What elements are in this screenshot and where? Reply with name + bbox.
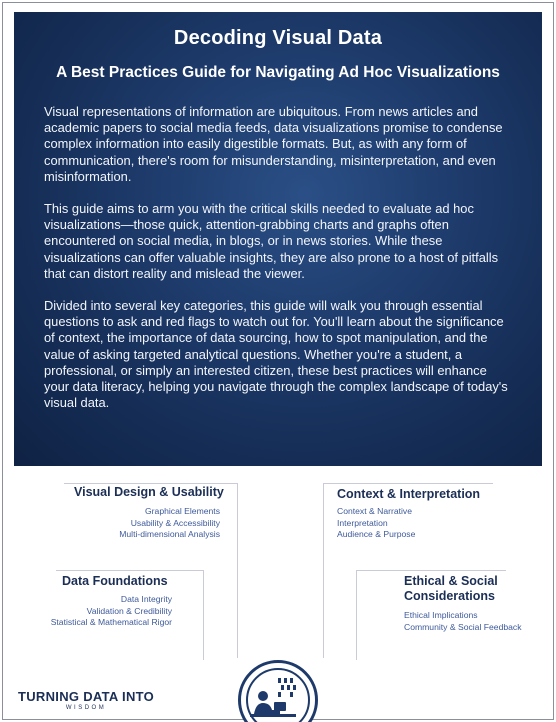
analyst-at-desk-icon (248, 676, 308, 722)
list-item: Statistical & Mathematical Rigor (50, 617, 172, 628)
list-item: Audience & Purpose (337, 529, 416, 540)
category-items-visual-design (119, 506, 220, 541)
list-item: Ethical Implications (404, 610, 478, 620)
category-items-context (337, 506, 415, 541)
connector-data-foundations-top (56, 570, 204, 571)
category-title-data-foundations: Data Foundations (62, 574, 168, 588)
list-item: Data Integrity (120, 594, 172, 604)
category-items-data-foundations (51, 594, 172, 629)
hero-banner (14, 12, 542, 466)
page-title: Decoding Visual Data (173, 27, 383, 49)
intro-paragraph-1: Visual representations of information are ubiquitous. From news articles and academic papers to social media feeds, data visualizations promise to condense complex information into easily digestible formats. But, as with any form of communication, there's room for misunderstanding, misinterpretation, and even misinformation. (44, 104, 503, 184)
page-subtitle: A Best Practices Guide for Navigating Ad Hoc Visualizations (56, 64, 500, 81)
list-item: Context & Narrative (337, 506, 412, 516)
connector-visual-design-top (64, 483, 238, 484)
connector-ethical-top (356, 570, 506, 571)
brand-logo (18, 690, 154, 711)
list-item: Validation & Credibility (86, 605, 172, 616)
category-title-ethical (404, 574, 498, 604)
list-item: Multi-dimensional Analysis (119, 529, 220, 540)
brand-logo-sub-text: WISDOM (65, 705, 107, 711)
category-title-ethical-line2: Considerations (404, 589, 495, 603)
brand-logo-main-text: TURNING DATA INTO (18, 689, 155, 704)
list-item: Usability & Accessibility (130, 517, 220, 528)
category-title-context: Context & Interpretation (337, 487, 481, 501)
connector-ethical-vertical (356, 570, 357, 660)
intro-paragraph-3: Divided into several key categories, this guide will walk you through essential questions to ask and red flags to watch out for. You'll learn about the significance of context, the importance of data sourcing, how to spot manipulation, and the value of asking targeted analytical questions. Whether you're a student, a professional, or simply an interested citizen, these best practices will enhance your data literacy, helping you navigate through the complex landscape of today's visual data. (44, 298, 508, 411)
list-item: Community & Social Feedback (404, 621, 522, 632)
connector-context-top (323, 483, 493, 484)
intro-paragraph-2: This guide aims to arm you with the critical skills needed to evaluate ad hoc visualizations—those quick, attention-grabbing charts and graphs often encountered on social media, in blogs, or in news stories. While these visualizations can offer valuable insights, they are also prone to a host of pitfalls that can distort reality and mislead the viewer. (44, 201, 499, 281)
category-title-visual-design: Visual Design & Usability (74, 485, 224, 499)
category-items-ethical (404, 610, 522, 633)
connector-context-vertical (323, 483, 324, 658)
list-item: Interpretation (337, 517, 388, 528)
connector-data-foundations-vertical (203, 570, 204, 660)
category-title-ethical-line1: Ethical & Social (404, 574, 498, 588)
connector-visual-design-vertical (237, 483, 238, 658)
list-item: Graphical Elements (145, 506, 220, 516)
